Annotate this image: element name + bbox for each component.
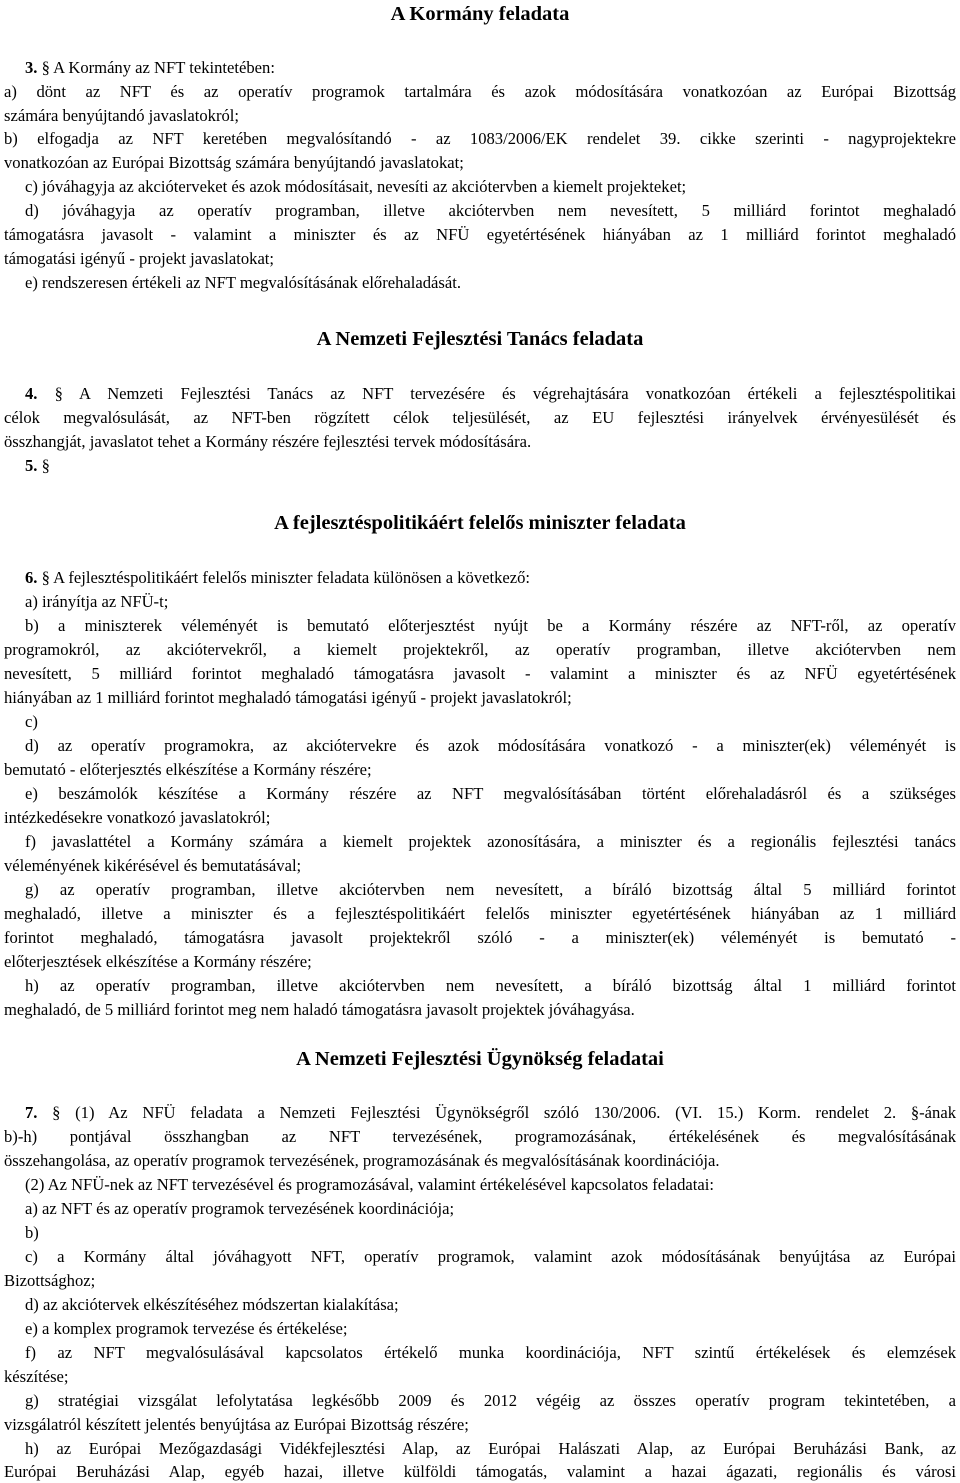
paragraph-line: 6. § A fejlesztéspolitikáért felelős miniszter feladata különösen a következő:	[25, 568, 531, 587]
paragraph-line: e) rendszeresen értékeli az NFT megvalósításának előrehaladását.	[25, 273, 461, 292]
paragraph-line: bemutató - előterjesztés elkészítése a Kormány részére;	[4, 760, 372, 779]
paragraph-line: 5. §	[25, 456, 50, 475]
paragraph-line: támogatási igényű - projekt javaslatokat;	[4, 249, 275, 268]
paragraph-line: nevesített, 5 milliárd forintot meghaladó támogatásra javasolt - valamint a miniszter és az NFÜ egyetértésének	[4, 664, 956, 683]
paragraph-line: b) elfogadja az NFT keretében megvalósítandó - az 1083/2006/EK rendelet 39. cikke szerinti - nagyprojektekre	[4, 129, 956, 148]
paragraph-line: c) jóváhagyja az akcióterveket és azok módosításait, nevesíti az akciótervben a kiemelt projekteket;	[25, 177, 687, 196]
paragraph-line: támogatásra javasolt - valamint a miniszter és az NFÜ egyetértésének hiányában az 1 milliárd forintot meghaladó	[4, 225, 956, 244]
paragraph-line: d) az operatív programokra, az akciótervekre és azok módosítására vonatkozó - a miniszter(ek) véleményét is	[25, 736, 956, 755]
heading-kormany-feladata: A Kormány feladata	[390, 3, 570, 25]
paragraph-line: Európai Beruházási Alap, egyéb hazai, illetve külföldi támogatás, valamint a hazai ágazati, regionális és városi	[4, 1462, 956, 1481]
paragraph-line: számára benyújtandó javaslatokról;	[4, 106, 239, 125]
paragraph-line: 7. § (1) Az NFÜ feladata a Nemzeti Fejlesztési Ügynökségről szóló 130/2006. (VI. 15.) Korm. rendelet 2. §-ának	[25, 1103, 956, 1122]
paragraph-line: hiányában az 1 milliárd forintot meghaladó támogatási igényű - projekt javaslatokról;	[4, 688, 572, 707]
paragraph-line: meghaladó, de 5 milliárd forintot meg nem haladó támogatásra javasolt projektek jóváhagyása.	[4, 1000, 635, 1019]
heading-nft-tanacs-feladata: A Nemzeti Fejlesztési Tanács feladata	[316, 328, 644, 350]
paragraph-line: d) az akciótervek elkészítéséhez módszertan kialakítása;	[25, 1295, 399, 1314]
paragraph-line: 3. § A Kormány az NFT tekintetében:	[25, 58, 275, 77]
paragraph-line: a) irányítja az NFÜ-t;	[25, 592, 169, 611]
paragraph-line: e) a komplex programok tervezése és értékelése;	[25, 1319, 348, 1338]
paragraph-line: c)	[25, 712, 38, 731]
paragraph-line: Bizottsághoz;	[4, 1271, 96, 1290]
paragraph-line: meghaladó, illetve a miniszter és a fejlesztéspolitikáért felelős miniszter egyetértésének hiányában az 1 milliárd	[4, 904, 956, 923]
paragraph-line: h) az Európai Mezőgazdasági Vidékfejlesztési Alap, az Európai Halászati Alap, az Európai Beruházási Bank, az	[25, 1439, 956, 1458]
paragraph-line: d) jóváhagyja az operatív programban, illetve akciótervben nem nevesített, 5 milliárd forintot meghaladó	[25, 201, 956, 220]
paragraph-line: készítése;	[4, 1367, 69, 1386]
paragraph-line: f) javaslattétel a Kormány számára a kiemelt projektek azonosítására, a miniszter és a regionális fejlesztési tanács	[25, 832, 956, 851]
paragraph-line: összehangolása, az operatív programok tervezésének, programozásának és megvalósításának koordinációja.	[4, 1151, 720, 1170]
paragraph-line: célok megvalósulását, az NFT-ben rögzített célok teljesülését, az EU fejlesztési irányelvek érvényesülését és	[4, 408, 956, 427]
heading-miniszter-feladata: A fejlesztéspolitikáért felelős miniszter feladata	[274, 512, 686, 534]
paragraph-line: e) beszámolók készítése a Kormány részére az NFT megvalósításában történt előrehaladásról és a szükséges	[25, 784, 956, 803]
paragraph-line: véleményének kikérésével és bemutatásával;	[4, 856, 302, 875]
paragraph-line: g) stratégiai vizsgálat lefolytatása legkésőbb 2009 és 2012 végéig az összes operatív program tekintetében, a	[25, 1391, 956, 1410]
paragraph-line: összhangját, javaslatot tehet a Kormány részére fejlesztési tervek módosítására.	[4, 432, 532, 451]
paragraph-line: intézkedésekre vonatkozó javaslatokról;	[4, 808, 271, 827]
heading-nfu-feladatai: A Nemzeti Fejlesztési Ügynökség feladatai	[296, 1048, 664, 1070]
paragraph-line: h) az operatív programban, illetve akciótervben nem nevesített, a bíráló bizottság által 1 milliárd forintot	[25, 976, 956, 995]
paragraph-line: b)	[25, 1223, 39, 1242]
paragraph-line: vizsgálatról készített jelentés benyújtása az Európai Bizottság részére;	[4, 1415, 469, 1434]
paragraph-line: a) az NFT és az operatív programok tervezésének koordinációja;	[25, 1199, 455, 1218]
paragraph-line: előterjesztések elkészítése a Kormány részére;	[4, 952, 312, 971]
paragraph-line: g) az operatív programban, illetve akciótervben nem nevesített, a bíráló bizottság által 5 milliárd forintot	[25, 880, 956, 899]
paragraph-line: b)-h) pontjával összhangban az NFT tervezésének, programozásának, értékelésének és megvalósításának	[4, 1127, 956, 1146]
paragraph-line: b) a miniszterek véleményét is bemutató előterjesztést nyújt be a Kormány részére az NFT-ről, az operatív	[25, 616, 956, 635]
paragraph-line: f) az NFT megvalósulásával kapcsolatos értékelő munka koordinációja, NFT szintű értékelések és elemzések	[25, 1343, 956, 1362]
paragraph-line: programokról, az akciótervekről, a kiemelt projektekről, az operatív programban, illetve akciótervben nem	[4, 640, 956, 659]
paragraph-line: vonatkozóan az Európai Bizottság számára benyújtandó javaslatokat;	[4, 153, 464, 172]
paragraph-line: a) dönt az NFT és az operatív programok tartalmára és azok módosítására vonatkozóan az Európai Bizottság	[4, 82, 956, 101]
paragraph-line: (2) Az NFÜ-nek az NFT tervezésével és programozásával, valamint értékelésével kapcsolatos feladatai:	[25, 1175, 714, 1194]
paragraph-line: 4. § A Nemzeti Fejlesztési Tanács az NFT tervezésére és végrehajtására vonatkozóan értékeli a fejlesztéspolitikai	[25, 384, 956, 403]
paragraph-line: c) a Kormány által jóváhagyott NFT, operatív programok, valamint azok módosításának benyújtása az Európai	[25, 1247, 956, 1266]
paragraph-line: forintot meghaladó, támogatásra javasolt projektekről szóló - a miniszter(ek) véleményét is bemutató -	[4, 928, 956, 947]
